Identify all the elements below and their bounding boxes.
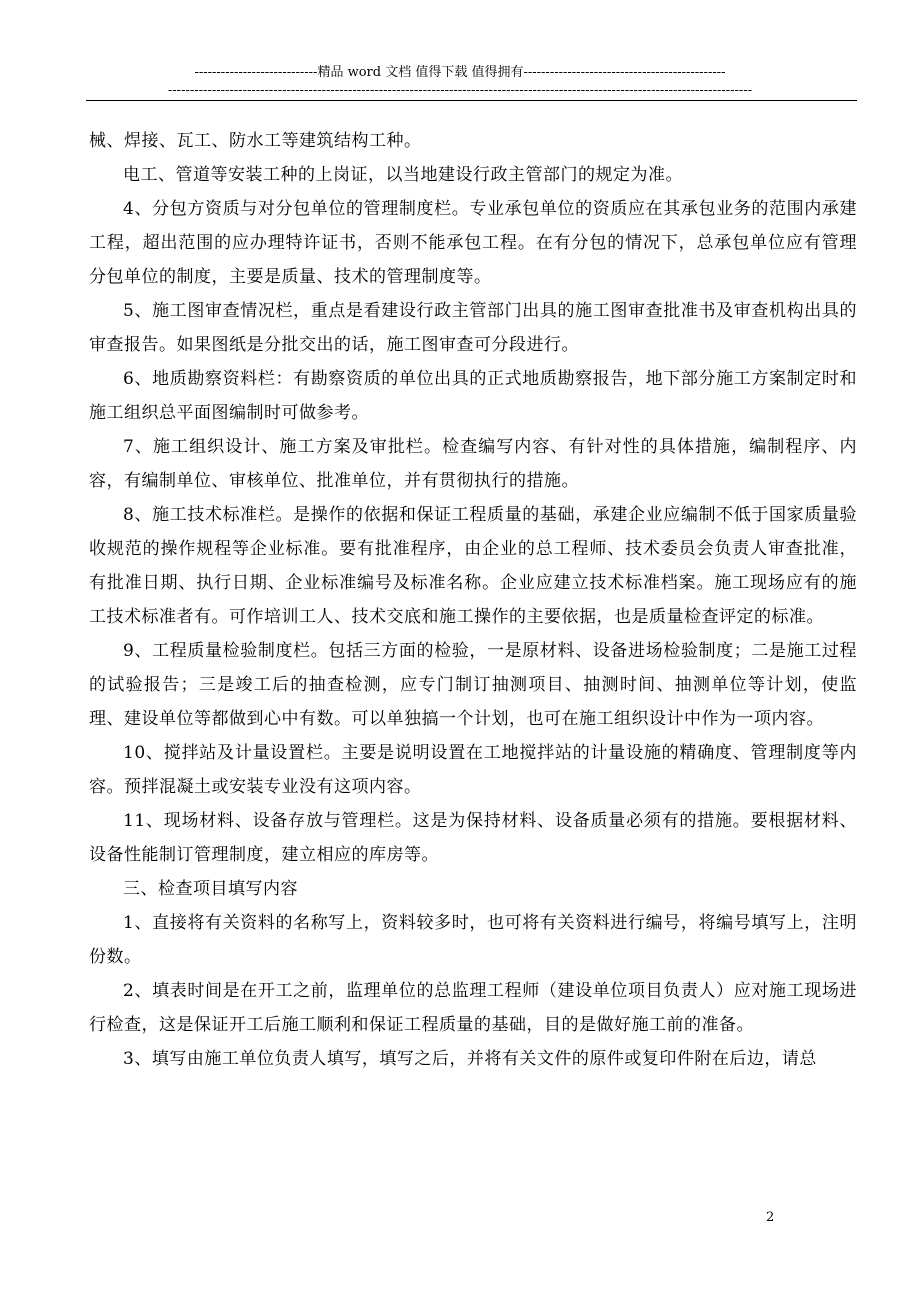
- page-number: 2: [766, 1210, 775, 1225]
- paragraph-item-11: 11、现场材料、设备存放与管理栏。这是为保持材料、设备质量必须有的措施。要根据材料、设备性能制订管理制度，建立相应的库房等。: [89, 811, 857, 865]
- section-heading-3: 三、检查项目填写内容: [123, 879, 298, 899]
- paragraph-item-7: 7、施工组织设计、施工方案及审批栏。检查编写内容、有针对性的具体措施，编制程序、内容，有编制单位、审核单位、批准单位，并有贯彻执行的措施。: [89, 437, 857, 491]
- paragraph-fill-2: 2、填表时间是在开工之前，监理单位的总监理工程师（建设单位项目负责人）应对施工现场进行检查，这是保证开工后施工顺利和保证工程质量的基础，目的是做好施工前的准备。: [89, 981, 857, 1035]
- paragraph-continuation: 械、焊接、瓦工、防水工等建筑结构工种。: [89, 131, 422, 151]
- paragraph-fill-3: 3、填写由施工单位负责人填写，填写之后，并将有关文件的原件或复印件附在后边，请总: [123, 1049, 817, 1069]
- paragraph-item-6: 6、地质勘察资料栏：有勘察资质的单位出具的正式地质勘察报告，地下部分施工方案制定时和施工组织总平面图编制时可做参考。: [89, 369, 857, 423]
- paragraph-item-10: 10、搅拌站及计量设置栏。主要是说明设置在工地搅拌站的计量设施的精确度、管理制度等内容。预拌混凝土或安装专业没有这项内容。: [89, 743, 857, 797]
- document-body: [89, 124, 857, 1076]
- document-header-dashes: -------------------------------------------------------------------------------------------------------------------------------------: [167, 83, 753, 98]
- paragraph-item-4: 4、分包方资质与对分包单位的管理制度栏。专业承包单位的资质应在其承包业务的范围内承建工程，超出范围的应办理特许证书，否则不能承包工程。在有分包的情况下，总承包单位应有管理分包单位的制度，主要是质量、技术的管理制度等。: [89, 199, 857, 287]
- paragraph-item-5: 5、施工图审查情况栏，重点是看建设行政主管部门出具的施工图审查批准书及审查机构出具的审查报告。如果图纸是分批交出的话，施工图审查可分段进行。: [89, 301, 857, 355]
- paragraph-electrician-cert: 电工、管道等安装工种的上岗证，以当地建设行政主管部门的规定为准。: [123, 165, 683, 185]
- document-header-banner: ----------------------------精品 word 文档 值得下载 值得拥有----------------------------------------------: [194, 65, 726, 80]
- paragraph-item-9: 9、工程质量检验制度栏。包括三方面的检验，一是原材料、设备进场检验制度；二是施工过程的试验报告；三是竣工后的抽查检测，应专门制订抽测项目、抽测时间、抽测单位等计划，使监理、建设单位等都做到心中有数。可以单独搞一个计划，也可在施工组织设计中作为一项内容。: [89, 641, 857, 729]
- paragraph-item-8: 8、施工技术标准栏。是操作的依据和保证工程质量的基础，承建企业应编制不低于国家质量验收规范的操作规程等企业标准。要有批准程序，由企业的总工程师、技术委员会负责人审查批准，有批准日期、执行日期、企业标准编号及标准名称。企业应建立技术标准档案。施工现场应有的施工技术标准者有。可作培训工人、技术交底和施工操作的主要依据，也是质量检查评定的标准。: [89, 505, 857, 627]
- header-divider: [86, 100, 857, 101]
- paragraph-fill-1: 1、直接将有关资料的名称写上，资料较多时，也可将有关资料进行编号，将编号填写上，注明份数。: [89, 913, 857, 967]
